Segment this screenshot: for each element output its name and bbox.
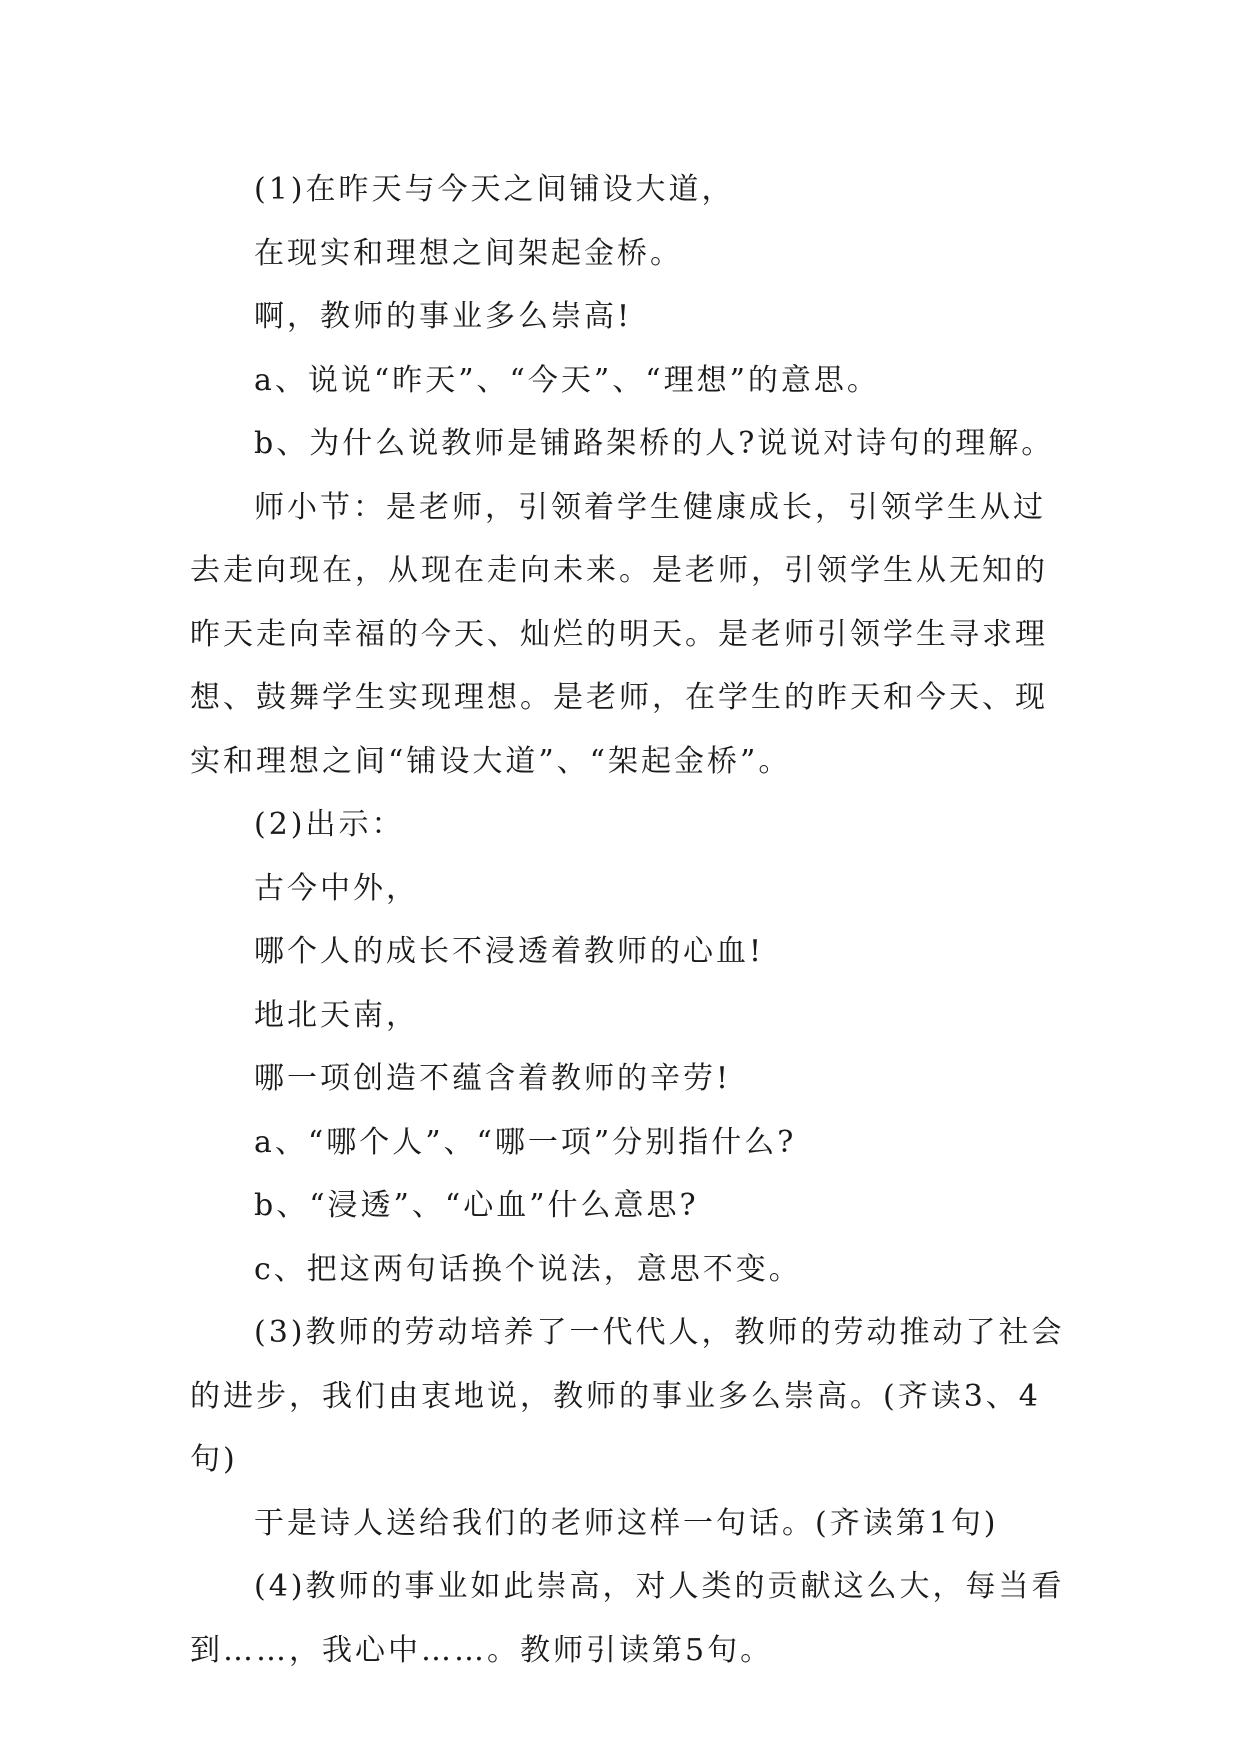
paragraph: 啊，教师的事业多么崇高!	[254, 299, 633, 334]
paragraph: (2)出示：	[254, 807, 405, 842]
paragraph: 哪一项创造不蕴含着教师的辛劳!	[254, 1061, 732, 1096]
paragraph: b、“浸透”、“心血”什么意思?	[254, 1188, 699, 1223]
paragraph: (1)在昨天与今天之间铺设大道，	[254, 172, 735, 207]
paragraph: 于是诗人送给我们的老师这样一句话。(齐读第1句)	[254, 1505, 999, 1541]
paragraph: 师小节：是老师，引领着学生健康成长，引领学生从过去走向现在，从现在走向未来。是老师，引领学生从无知的昨天走向幸福的今天、灿烂的明天。是老师引领学生寻求理想、鼓舞学生实现理想。是老师，在学生的昨天和今天、现实和理想之间“铺设大道”、“架起金桥”。	[190, 489, 1048, 779]
paragraph: a、说说“昨天”、“今天”、“理想”的意思。	[254, 362, 880, 398]
paragraph: 哪个人的成长不浸透着教师的心血!	[254, 934, 765, 969]
paragraph: 古今中外，	[254, 870, 419, 906]
document-body	[190, 158, 1070, 1682]
paragraph: a、“哪个人”、“哪一项”分别指什么?	[254, 1124, 797, 1160]
paragraph: (3)教师的劳动培养了一代代人，教师的劳动推动了社会的进步，我们由衷地说，教师的事业多么崇高。(齐读3、4句)	[190, 1315, 1065, 1477]
paragraph: 地北天南，	[254, 997, 419, 1033]
paragraph: (4)教师的事业如此崇高，对人类的贡献这么大，每当看到……，我心中……。教师引读第5句。	[190, 1569, 1065, 1668]
paragraph: 在现实和理想之间架起金桥。	[254, 235, 683, 271]
paragraph: c、把这两句话换个说法，意思不变。	[254, 1251, 802, 1287]
paragraph: b、为什么说教师是铺路架桥的人?说说对诗句的理解。	[254, 426, 1055, 461]
